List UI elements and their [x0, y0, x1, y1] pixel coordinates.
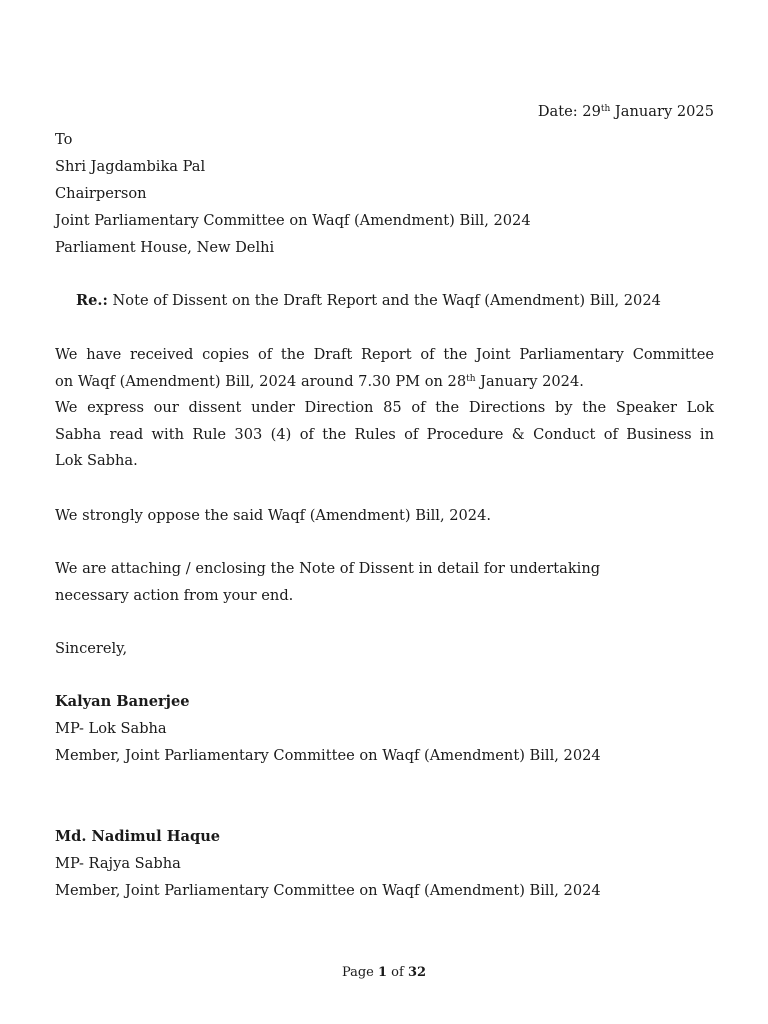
letter-date: Date: 29th January 2025 [537, 103, 714, 120]
address-place: Parliament House, New Delhi [55, 239, 275, 256]
subject-line: Re.: Note of Dissent on the Draft Report and the Waqf (Amendment) Bill, 2024 [76, 292, 661, 309]
signatory-role: Member, Joint Parliamentary Committee on Waqf (Amendment) Bill, 2024 [55, 747, 601, 764]
address-name: Shri Jagdambika Pal [55, 158, 206, 175]
closing: Sincerely, [55, 640, 128, 657]
paragraph-oppose: We strongly oppose the said Waqf (Amendment) Bill, 2024. [55, 507, 492, 524]
signatory-name: Md. Nadimul Haque [55, 828, 221, 845]
paragraph-attaching-line2: necessary action from your end. [55, 587, 294, 604]
page-number: Page 1 of 32 [341, 965, 427, 980]
signatory-house: MP- Rajya Sabha [55, 855, 181, 872]
paragraph-dissent: We express our dissent under Direction 85 of the Directions by the Speaker Lok Sabha read with Rule 303 (4) of the Rules of Procedure & Conduct of Business in Lok Sabha. [55, 399, 714, 469]
subject-label: Re.: [76, 292, 108, 309]
signatory-house: MP- Lok Sabha [55, 720, 167, 737]
address-role: Chairperson [55, 185, 147, 202]
signatory-name: Kalyan Banerjee [55, 693, 190, 710]
paragraph-received: We have received copies of the Draft Report of the Joint Parliamentary Committee on Waqf (Amendment) Bill, 2024 around 7.30 PM on 28th January 2024. [55, 346, 714, 390]
address-committee: Joint Parliamentary Committee on Waqf (Amendment) Bill, 2024 [55, 212, 531, 229]
signatory-role: Member, Joint Parliamentary Committee on Waqf (Amendment) Bill, 2024 [55, 882, 601, 899]
address-to: To [55, 131, 73, 148]
paragraph-attaching-line1: We are attaching / enclosing the Note of Dissent in detail for undertaking [55, 560, 601, 577]
